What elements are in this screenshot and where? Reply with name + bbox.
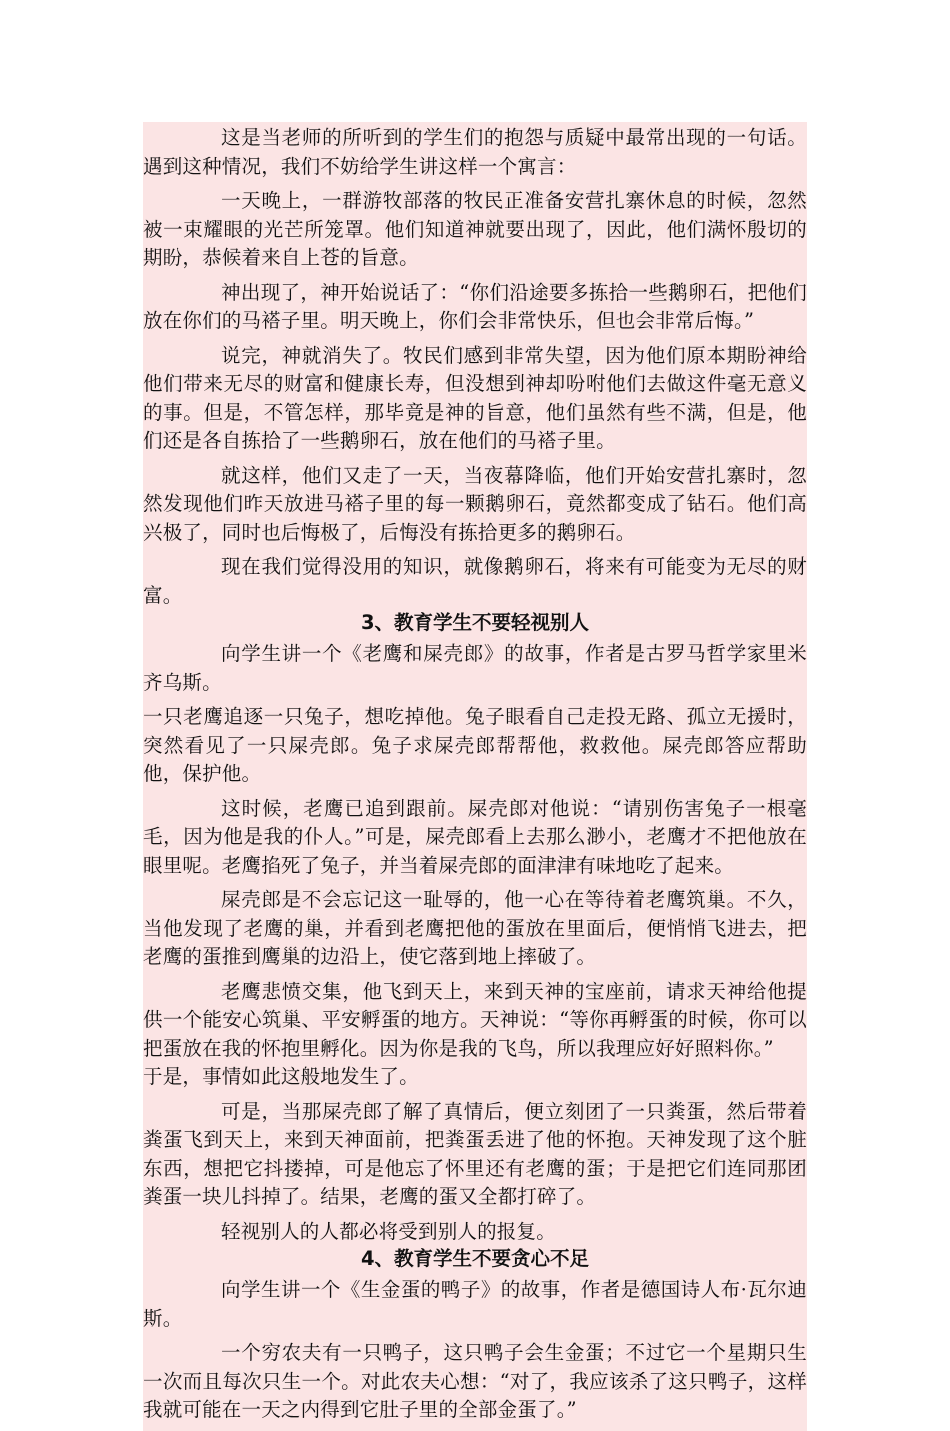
paragraph: 一天晚上，一群游牧部落的牧民正准备安营扎寨休息的时候，忽然被一束耀眼的光芒所笼罩。他们知道神就要出现了，因此，他们满怀殷切的期盼，恭候着来自上苍的旨意。	[143, 189, 807, 269]
paragraph: 神出现了，神开始说话了：“你们沿途要多拣拾一些鹅卵石，把他们放在你们的马褡子里。明天晚上，你们会非常快乐，但也会非常后悔。”	[143, 280, 807, 332]
paragraph: 这是当老师的所听到的学生们的抱怨与质疑中最常出现的一句话。遇到这种情况，我们不妨给学生讲这样一个寓言：	[143, 126, 807, 178]
paragraph: 一只老鹰追逐一只兔子，想吃掉他。兔子眼看自己走投无路、孤立无援时，突然看见了一只屎壳郎。兔子求屎壳郎帮帮他，救救他。屎壳郎答应帮助他，保护他。	[143, 705, 807, 785]
paragraph: 可是，当那屎壳郎了解了真情后，便立刻团了一只粪蛋，然后带着粪蛋飞到天上，来到天神面前，把粪蛋丢进了他的怀抱。天神发现了这个脏东西，想把它抖搂掉，可是他忘了怀里还有老鹰的蛋；于是把它们连同那团粪蛋一块儿抖掉了。结果，老鹰的蛋又全都打碎了。	[143, 1099, 807, 1208]
paragraph: 屎壳郎是不会忘记这一耻辱的，他一心在等待着老鹰筑巢。不久，当他发现了老鹰的巢，并看到老鹰把他的蛋放在里面后，便悄悄飞进去，把老鹰的蛋推到鹰巢的边沿上，使它落到地上摔破了。	[143, 888, 807, 968]
paragraph: 说完，神就消失了。牧民们感到非常失望，因为他们原本期盼神给他们带来无尽的财富和健康长寿，但没想到神却吩咐他们去做这件毫无意义的事。但是，不管怎样，那毕竟是神的旨意，他们虽然有些不满，但是，他们还是各自拣拾了一些鹅卵石，放在他们的马褡子里。	[143, 343, 807, 452]
paragraph: 这时候，老鹰已追到跟前。屎壳郎对他说：“请别伤害兔子一根毫毛，因为他是我的仆人。”可是，屎壳郎看上去那么渺小，老鹰才不把他放在眼里呢。老鹰掐死了兔子，并当着屎壳郎的面津津有味地吃了起来。	[143, 796, 807, 877]
paragraph: 就这样，他们又走了一天，当夜幕降临，他们开始安营扎寨时，忽然发现他们昨天放进马褡子里的每一颗鹅卵石，竟然都变成了钻石。他们高兴极了，同时也后悔极了，后悔没有拣拾更多的鹅卵石。	[143, 463, 807, 544]
paragraph: 于是，事情如此这般地发生了。	[143, 1065, 419, 1088]
section-heading: 4、教育学生不要贪心不足	[360, 1247, 590, 1270]
paragraph: 轻视别人的人都必将受到别人的报复。	[221, 1219, 556, 1243]
section-heading: 3、教育学生不要轻视别人	[360, 611, 590, 634]
paragraph: 向学生讲一个《老鹰和屎壳郎》的故事，作者是古罗马哲学家里米齐乌斯。	[143, 642, 807, 694]
paragraph: 一个穷农夫有一只鸭子，这只鸭子会生金蛋；不过它一个星期只生一次而且每次只生一个。对此农夫心想：“对了，我应该杀了这只鸭子，这样我就可能在一天之内得到它肚子里的全部金蛋了。”	[143, 1341, 807, 1421]
paragraph: 现在我们觉得没用的知识，就像鹅卵石，将来有可能变为无尽的财富。	[143, 555, 807, 607]
paragraph: 向学生讲一个《生金蛋的鸭子》的故事，作者是德国诗人布·瓦尔迪斯。	[143, 1278, 807, 1330]
paragraph: 老鹰悲愤交集，他飞到天上，来到天神的宝座前，请求天神给他提供一个能安心筑巢、平安孵蛋的地方。天神说：“等你再孵蛋的时候，你可以把蛋放在我的怀抱里孵化。因为你是我的飞鸟，所以我理应好好照料你。”	[143, 979, 807, 1060]
document-body	[143, 122, 807, 1431]
